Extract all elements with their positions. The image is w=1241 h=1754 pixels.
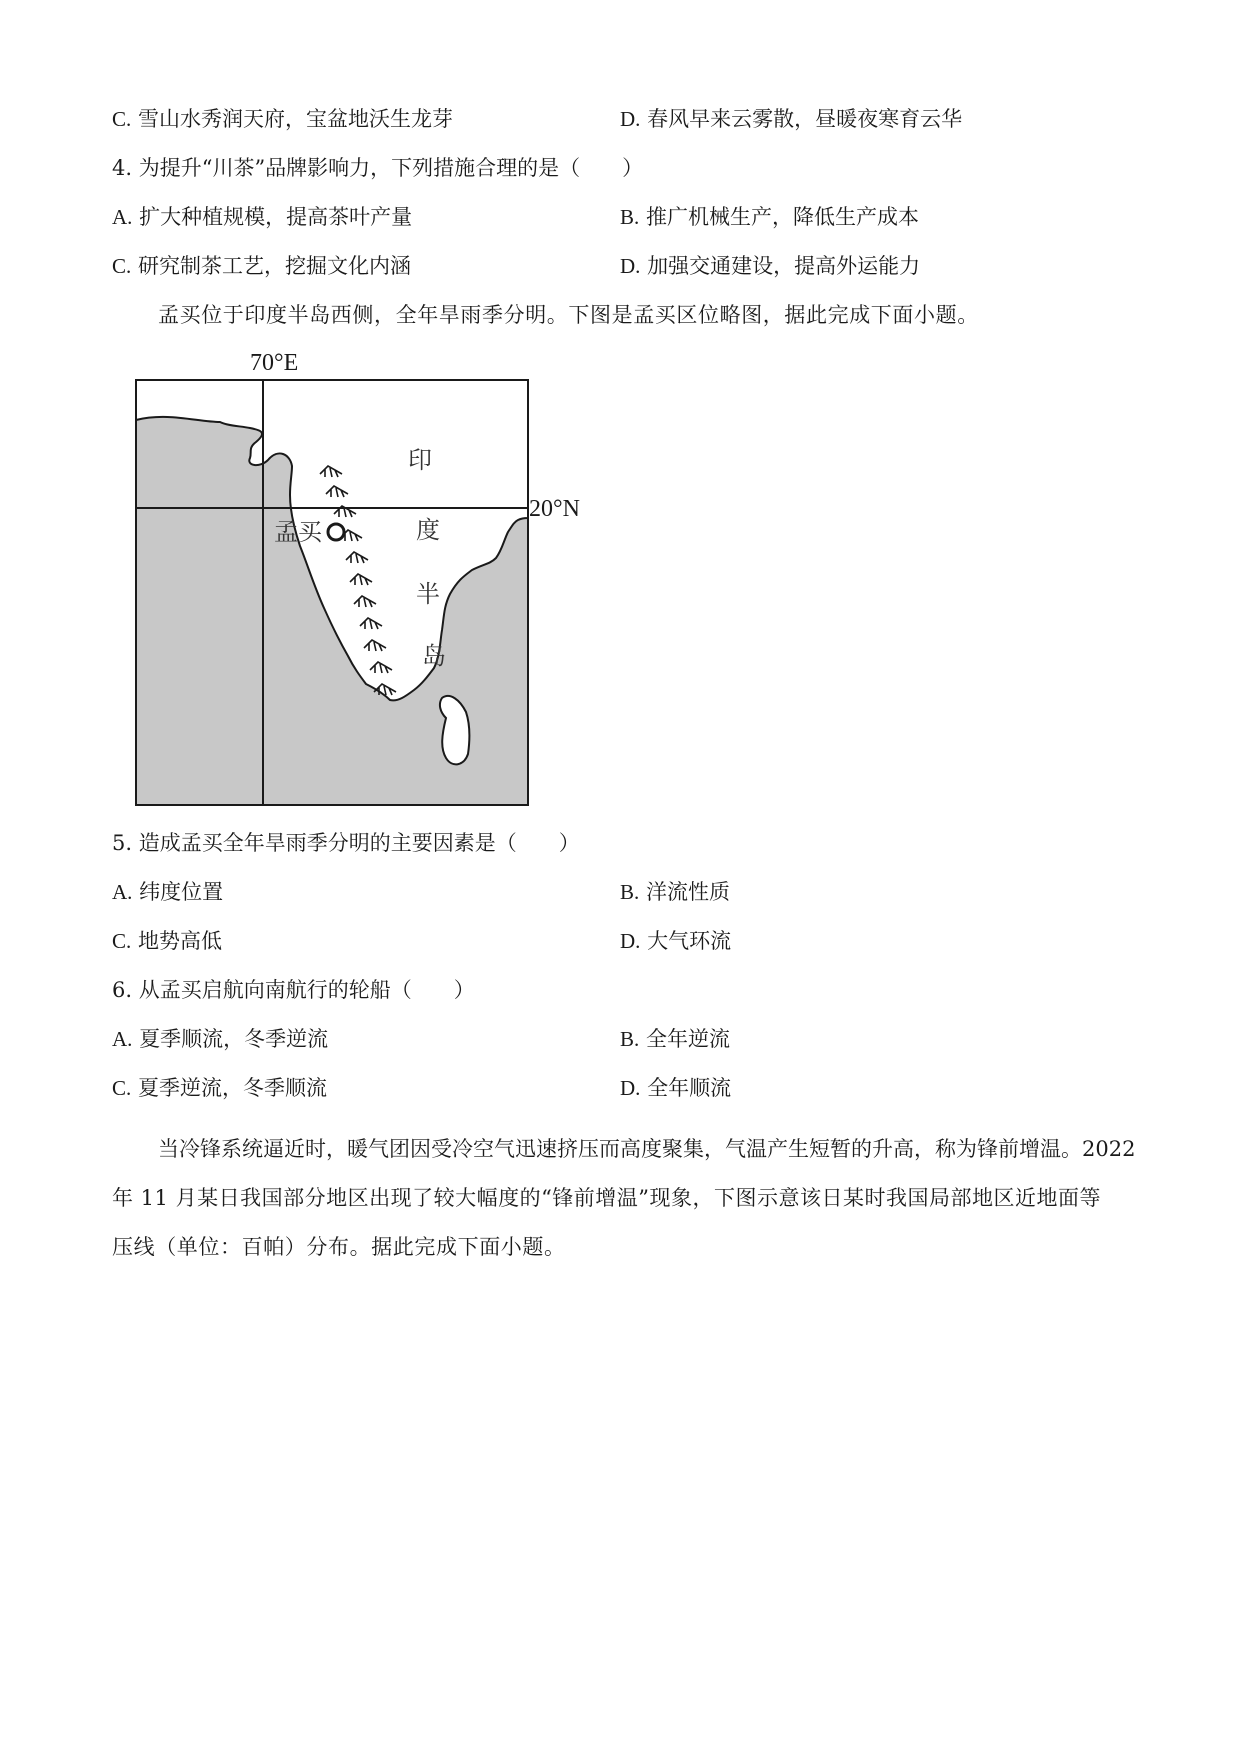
q4-option-c: C. 研究制茶工艺，挖掘文化内涵 (112, 254, 411, 278)
front-intro-line-3: 压线（单位：百帕）分布。据此完成下面小题。 (112, 1235, 566, 1259)
q5-option-c: C. 地势高低 (112, 929, 222, 953)
q4-option-b: B. 推广机械生产，降低生产成本 (620, 205, 919, 229)
q3-option-d: D. 春风早来云雾散，昼暖夜寒育云华 (620, 107, 963, 131)
q6-option-c: C. 夏季逆流，冬季顺流 (112, 1076, 327, 1100)
region-char-2: 度 (416, 516, 440, 544)
mumbai-intro: 孟买位于印度半岛西侧，全年旱雨季分明。下图是孟买区位略图，据此完成下面小题。 (158, 303, 979, 327)
q5-option-d: D. 大气环流 (620, 929, 732, 953)
front-intro-line-1: 当冷锋系统逼近时，暖气团因受冷空气迅速挤压而高度聚集，气温产生短暂的升高，称为锋前增温。2022 (158, 1137, 1136, 1161)
q5-stem: 5. 造成孟买全年旱雨季分明的主要因素是（ ） (112, 831, 580, 855)
longitude-label: 70°E (250, 350, 299, 376)
q6-option-b: B. 全年逆流 (620, 1027, 730, 1051)
q4-stem: 4. 为提升“川茶”品牌影响力，下列措施合理的是（ ） (112, 156, 644, 180)
map-svg (128, 350, 598, 815)
mumbai-label: 孟买 (274, 518, 322, 546)
region-char-1: 印 (408, 446, 432, 474)
latitude-label: 20°N (529, 496, 580, 522)
q6-option-d: D. 全年顺流 (620, 1076, 732, 1100)
mumbai-location-map (128, 350, 598, 815)
q4-option-d: D. 加强交通建设，提高外运能力 (620, 254, 921, 278)
q5-option-b: B. 洋流性质 (620, 880, 730, 904)
q4-option-a: A. 扩大种植规模，提高茶叶产量 (112, 205, 413, 229)
q3-option-c: C. 雪山水秀润天府，宝盆地沃生龙芽 (112, 107, 453, 131)
q6-stem: 6. 从孟买启航向南航行的轮船（ ） (112, 978, 475, 1002)
q6-option-a: A. 夏季顺流，冬季逆流 (112, 1027, 329, 1051)
region-char-3: 半 (416, 580, 440, 608)
front-intro-line-2: 年 11 月某日我国部分地区出现了较大幅度的“锋前增温”现象，下图示意该日某时我国局部地区近地面等 (112, 1186, 1102, 1210)
region-char-4: 岛 (422, 642, 446, 670)
mumbai-city-marker (328, 524, 344, 540)
q5-option-a: A. 纬度位置 (112, 880, 224, 904)
